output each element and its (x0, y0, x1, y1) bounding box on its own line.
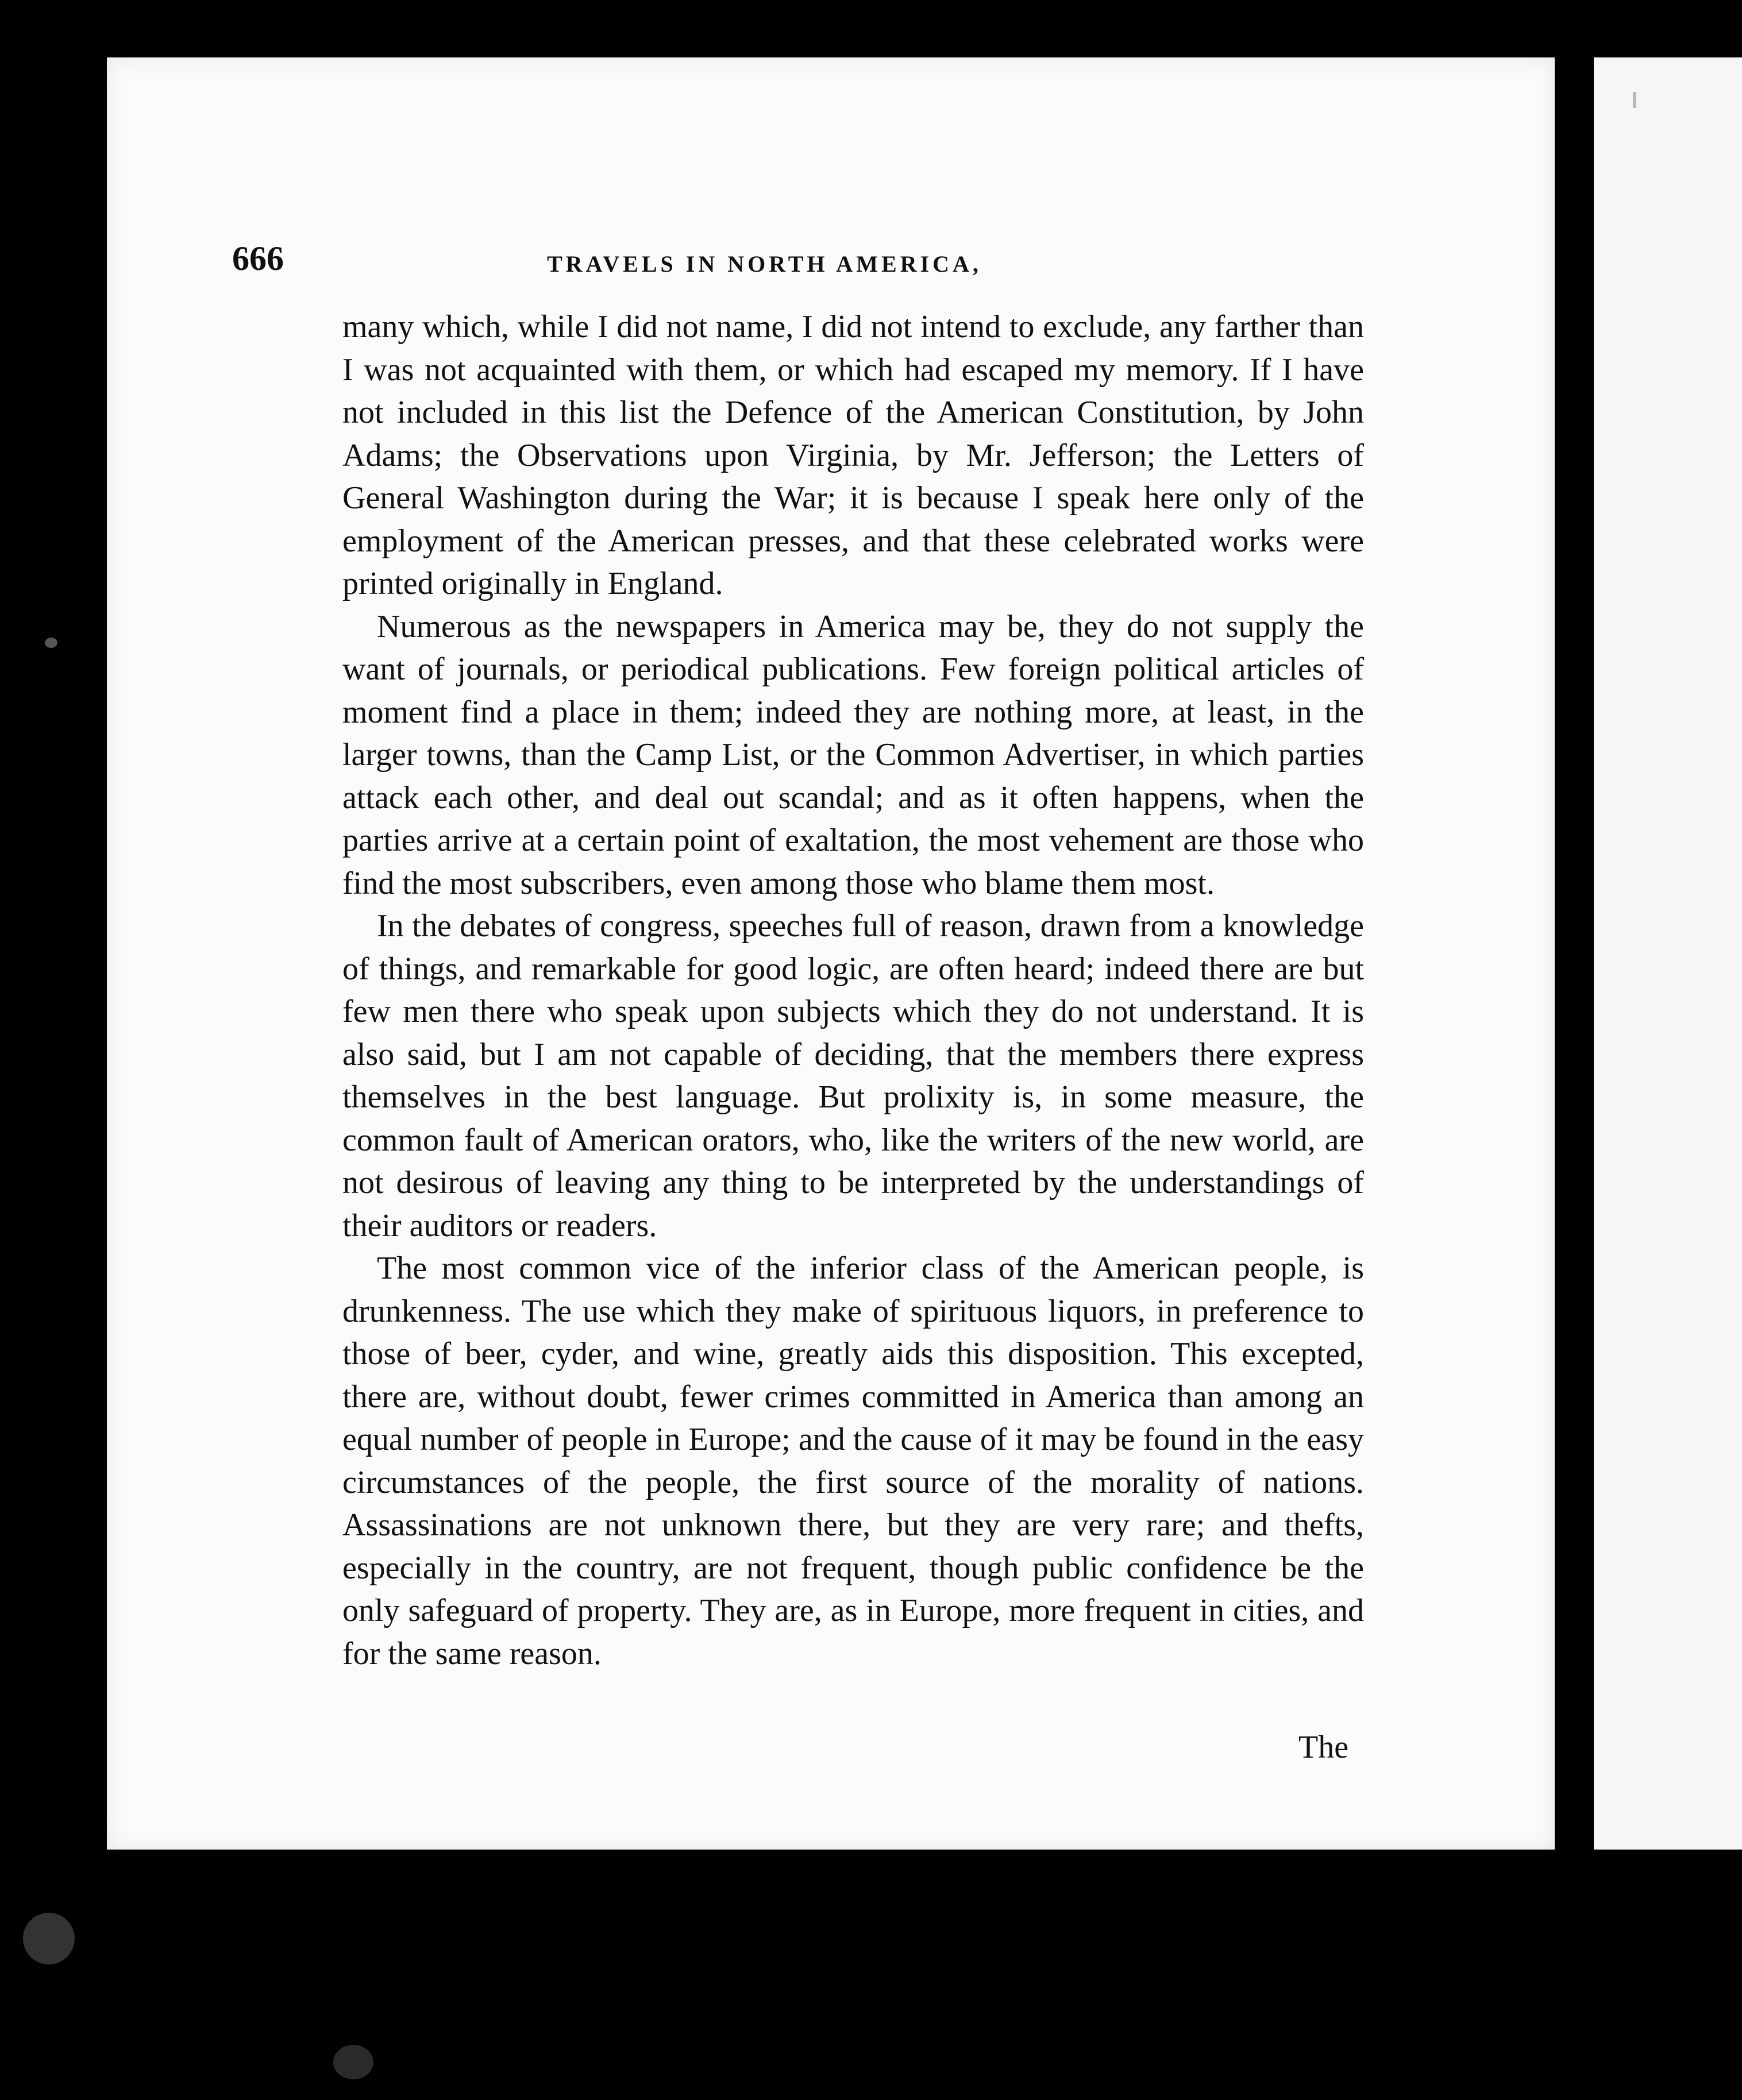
paragraph: many which, while I did not name, I did not intend to exclude, any farther than I was not acquainted with them, or which had escaped my memory. If I have not included in this list the Defence of the American Constitution, by John Adams; the Observations upon Virginia, by Mr. Jefferson; the Letters of General Washington during the War; it is because I speak here only of the employment of the American presses, and that these celebrated works were printed originally in England. (342, 309, 1364, 601)
running-head: TRAVELS IN NORTH AMERICA, (547, 251, 982, 277)
scan-speck (23, 1913, 75, 1964)
scan-speck (45, 638, 57, 648)
paragraph: In the debates of congress, speeches full of reason, drawn from a knowledge of things, and remarkable for good logic, are often heard; indeed there are but few men there who speak upon subjects which they do not understand. It is also said, but I am not capable of deciding, that the members there express themselves in the best language. But prolixity is, in some measure, the common fault of American orators, who, like the writers of the new world, are not desirous of leaving any thing to be interpreted by the understandings of their auditors or readers. (342, 908, 1364, 1244)
catchword: The (1298, 1730, 1349, 1765)
facing-page-mark (1633, 92, 1636, 108)
body-text (342, 306, 1364, 1675)
paragraph: Numerous as the newspapers in America may be, they do not supply the want of journals, or periodical publications. Few foreign political articles of moment find a place in them; indeed they are nothing more, at least, in the larger towns, than the Camp List, or the Common Advertiser, in which parties attack each other, and deal out scandal; and as it often happens, when the parties arrive at a certain point of exaltation, the most vehement are those who find the most subscribers, even among those who blame them most. (342, 608, 1364, 901)
facing-page-edge (1594, 57, 1742, 1850)
page-number: 666 (232, 240, 284, 277)
page-header (232, 239, 1352, 291)
paragraph: The most common vice of the inferior class of the American people, is drunkenness. The use which they make of spirituous liquors, in preference to those of beer, cyder, and wine, greatly aids this disposition. This excepted, there are, without doubt, fewer crimes committed in America than among an equal number of people in Europe; and the cause of it may be found in the easy circumstances of the people, the first source of the morality of nations. Assassinations are not unknown there, but they are very rare; and thefts, especially in the country, are not frequent, though public confidence be the only safeguard of property. They are, as in Europe, more frequent in cities, and for the same reason. (342, 1250, 1364, 1671)
scan-speck (333, 2045, 373, 2079)
